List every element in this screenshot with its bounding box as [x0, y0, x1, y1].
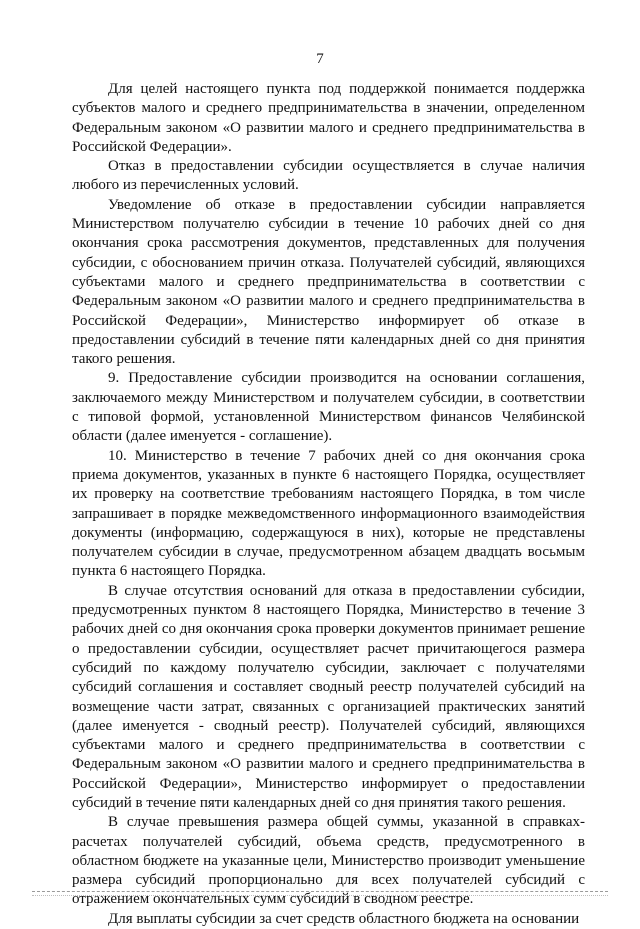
paragraph-support-definition: Для целей настоящего пункта под поддержкой понимается поддержка субъектов малого и среднего предпринимательства в значении, определенном Федеральным законом «О развитии малого и среднего предпринимательства в Российской Федерации». [72, 81, 585, 155]
paragraph-item-10: 10. Министерство в течение 7 рабочих дней со дня окончания срока приема документов, указанных в пункте 6 настоящего Порядка, осуществляет их проверку на соответствие требованиям настоящего Порядка, в том числе запрашивает в порядке межведомственного информационного взаимодействия документы (информацию, содержащуюся в них), которые не представлены получателем субсидии в случае, предусмотренном абзацем двадцать восьмым пункта 6 настоящего Порядка. [72, 447, 585, 580]
footer-rule-secondary [32, 895, 608, 896]
paragraph-refusal-notice: Уведомление об отказе в предоставлении субсидии направляется Министерством получателю субсидии в течение 10 рабочих дней со дня окончания срока рассмотрения документов, представленных для получения субсидии, с обоснованием причин отказа. Получателей субсидий, являющихся субъектами малого и среднего предпринимательства в соответствии с Федеральным законом «О развитии малого и среднего предпринимательства в Российской Федерации», Министерство информирует об отказе в предоставлении субсидий в течение пяти календарных дней со дня принятия такого решения. [72, 196, 585, 368]
paragraph-item-9: 9. Предоставление субсидии производится на основании соглашения, заключаемого между Министерством и получателем субсидии, в соответствии с типовой формой, установленной Министерством финансов Челябинской области (далее именуется - соглашение). [72, 370, 585, 445]
page-number: 7 [316, 51, 324, 67]
paragraph-decision: В случае отсутствия оснований для отказа в предоставлении субсидии, предусмотренных пунктом 8 настоящего Порядка, Министерство в течение 3 рабочих дней со дня окончания срока проверки документов принимает решение о предоставлении субсидии, осуществляет расчет причитающегося размера субсидий по каждому получателю субсидии, заключает с получателями субсидий соглашения и составляет сводный реестр получателей субсидий на возмещение части затрат, связанных с организацией практических занятий (далее именуется - сводный реестр). Получателей субсидий, являющихся субъектами малого и среднего предпринимательства в соответствии с Федеральным законом «О развитии малого и среднего предпринимательства в Российской Федерации», Министерство информирует о предоставлении субсидий в течение пяти календарных дней со дня принятия такого решения. [72, 582, 585, 811]
document-body [72, 80, 585, 929]
footer-rule [32, 891, 608, 892]
paragraph-refusal-conditions: Отказ в предоставлении субсидии осуществляется в случае наличия любого из перечисленных условий. [72, 158, 585, 194]
paragraph-payment-basis: Для выплаты субсидии за счет средств областного бюджета на основании [108, 910, 580, 927]
paragraph-proportional-reduction: В случае превышения размера общей суммы, указанной в справках-расчетах получателей субсидий, объема средств, предусмотренного в областном бюджете на указанные цели, Министерство производит уменьшение размера субсидий пропорционально для всех получателей субсидий с отражением окончательных сумм субсидий в сводном реестре. [72, 814, 585, 908]
